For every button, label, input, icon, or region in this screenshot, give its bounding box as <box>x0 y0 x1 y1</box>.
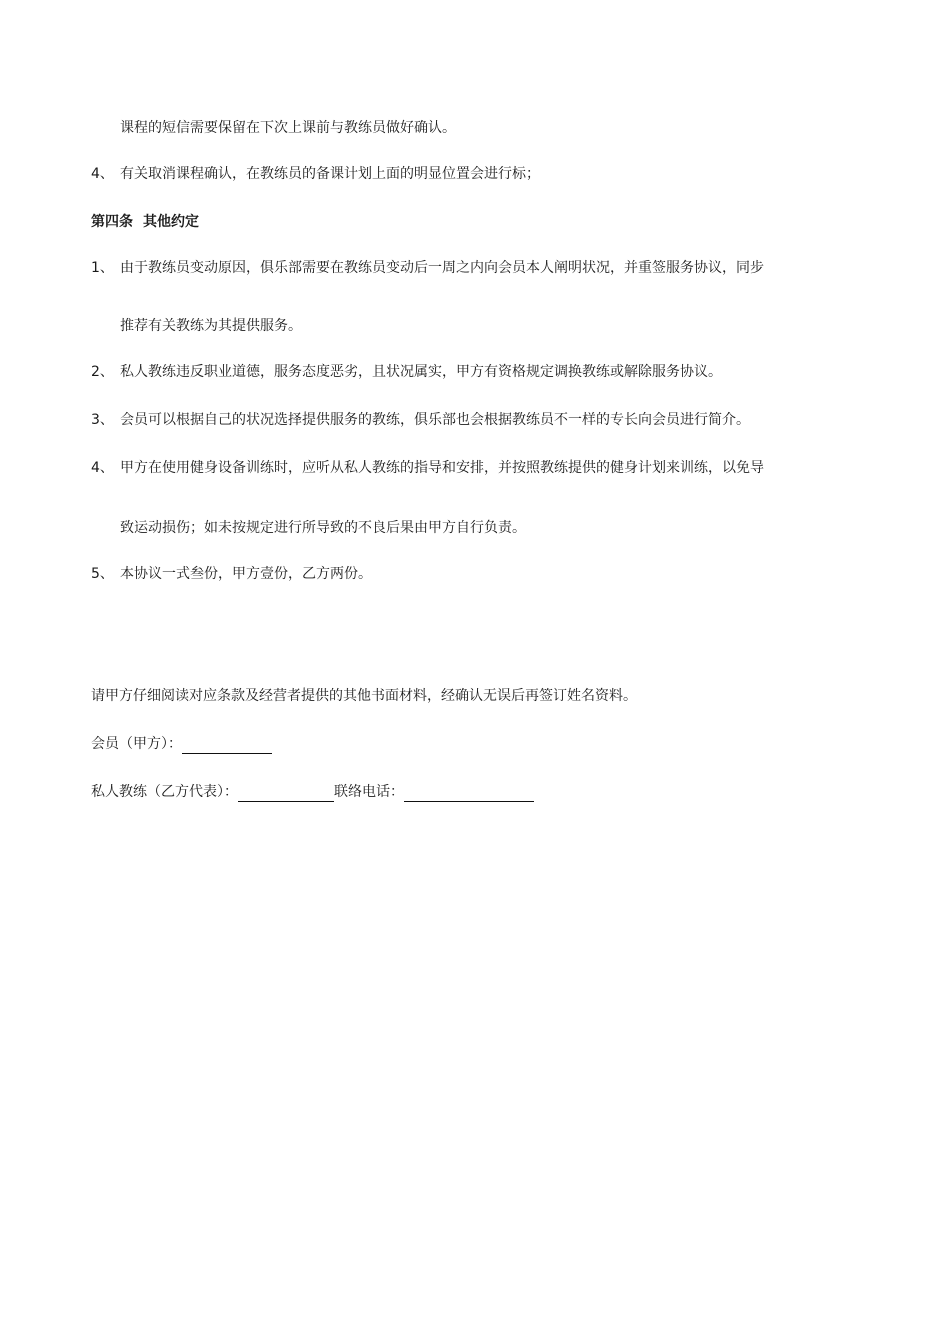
item-5-number: 5、 <box>91 566 114 582</box>
trainer-signature-label: 私人教练（乙方代表）： <box>91 784 238 800</box>
member-signature-blank[interactable] <box>182 737 272 754</box>
section-heading <box>91 212 199 232</box>
item-1-line-2: 推荐有关教练为其提供服务。 <box>120 318 302 334</box>
item-4-line-1: 甲方在使用健身设备训练时，应听从私人教练的指导和安排，并按照教练提供的健身计划来训练，以免导 <box>120 460 764 476</box>
item-4-line-2: 致运动损伤；如未按规定进行所导致的不良后果由甲方自行负责。 <box>120 520 526 536</box>
item-3-number: 3、 <box>91 412 114 428</box>
phone-label: 联络电话： <box>334 784 404 800</box>
prev-continuation-text: 课程的短信需要保留在下次上课前与教练员做好确认。 <box>120 120 456 136</box>
section-heading-number: 第四条 <box>91 214 133 230</box>
item-1-number: 1、 <box>91 260 114 276</box>
item-1-line-1: 由于教练员变动原因，俱乐部需要在教练员变动后一周之内向会员本人阐明状况，并重签服务协议，同步 <box>120 260 764 276</box>
item-4-number: 4、 <box>91 460 114 476</box>
trainer-signature-blank[interactable] <box>238 785 334 802</box>
member-signature-label: 会员（甲方）： <box>91 736 182 752</box>
section-heading-title: 其他约定 <box>143 214 199 230</box>
member-signature-row <box>91 734 272 754</box>
item-2-number: 2、 <box>91 364 114 380</box>
item-5-line-1: 本协议一式叁份，甲方壹份，乙方两份。 <box>120 566 372 582</box>
signing-notice: 请甲方仔细阅读对应条款及经营者提供的其他书面材料，经确认无误后再签订姓名资料。 <box>91 688 637 704</box>
phone-blank[interactable] <box>404 785 534 802</box>
trainer-signature-row <box>91 782 534 802</box>
item-2-line-1: 私人教练违反职业道德，服务态度恶劣，且状况属实，甲方有资格规定调换教练或解除服务协议。 <box>120 364 722 380</box>
prev-item-4-text: 有关取消课程确认，在教练员的备课计划上面的明显位置会进行标； <box>120 166 540 182</box>
item-3-line-1: 会员可以根据自己的状况选择提供服务的教练，俱乐部也会根据教练员不一样的专长向会员进行简介。 <box>120 412 750 428</box>
prev-item-4-number: 4、 <box>91 166 114 182</box>
